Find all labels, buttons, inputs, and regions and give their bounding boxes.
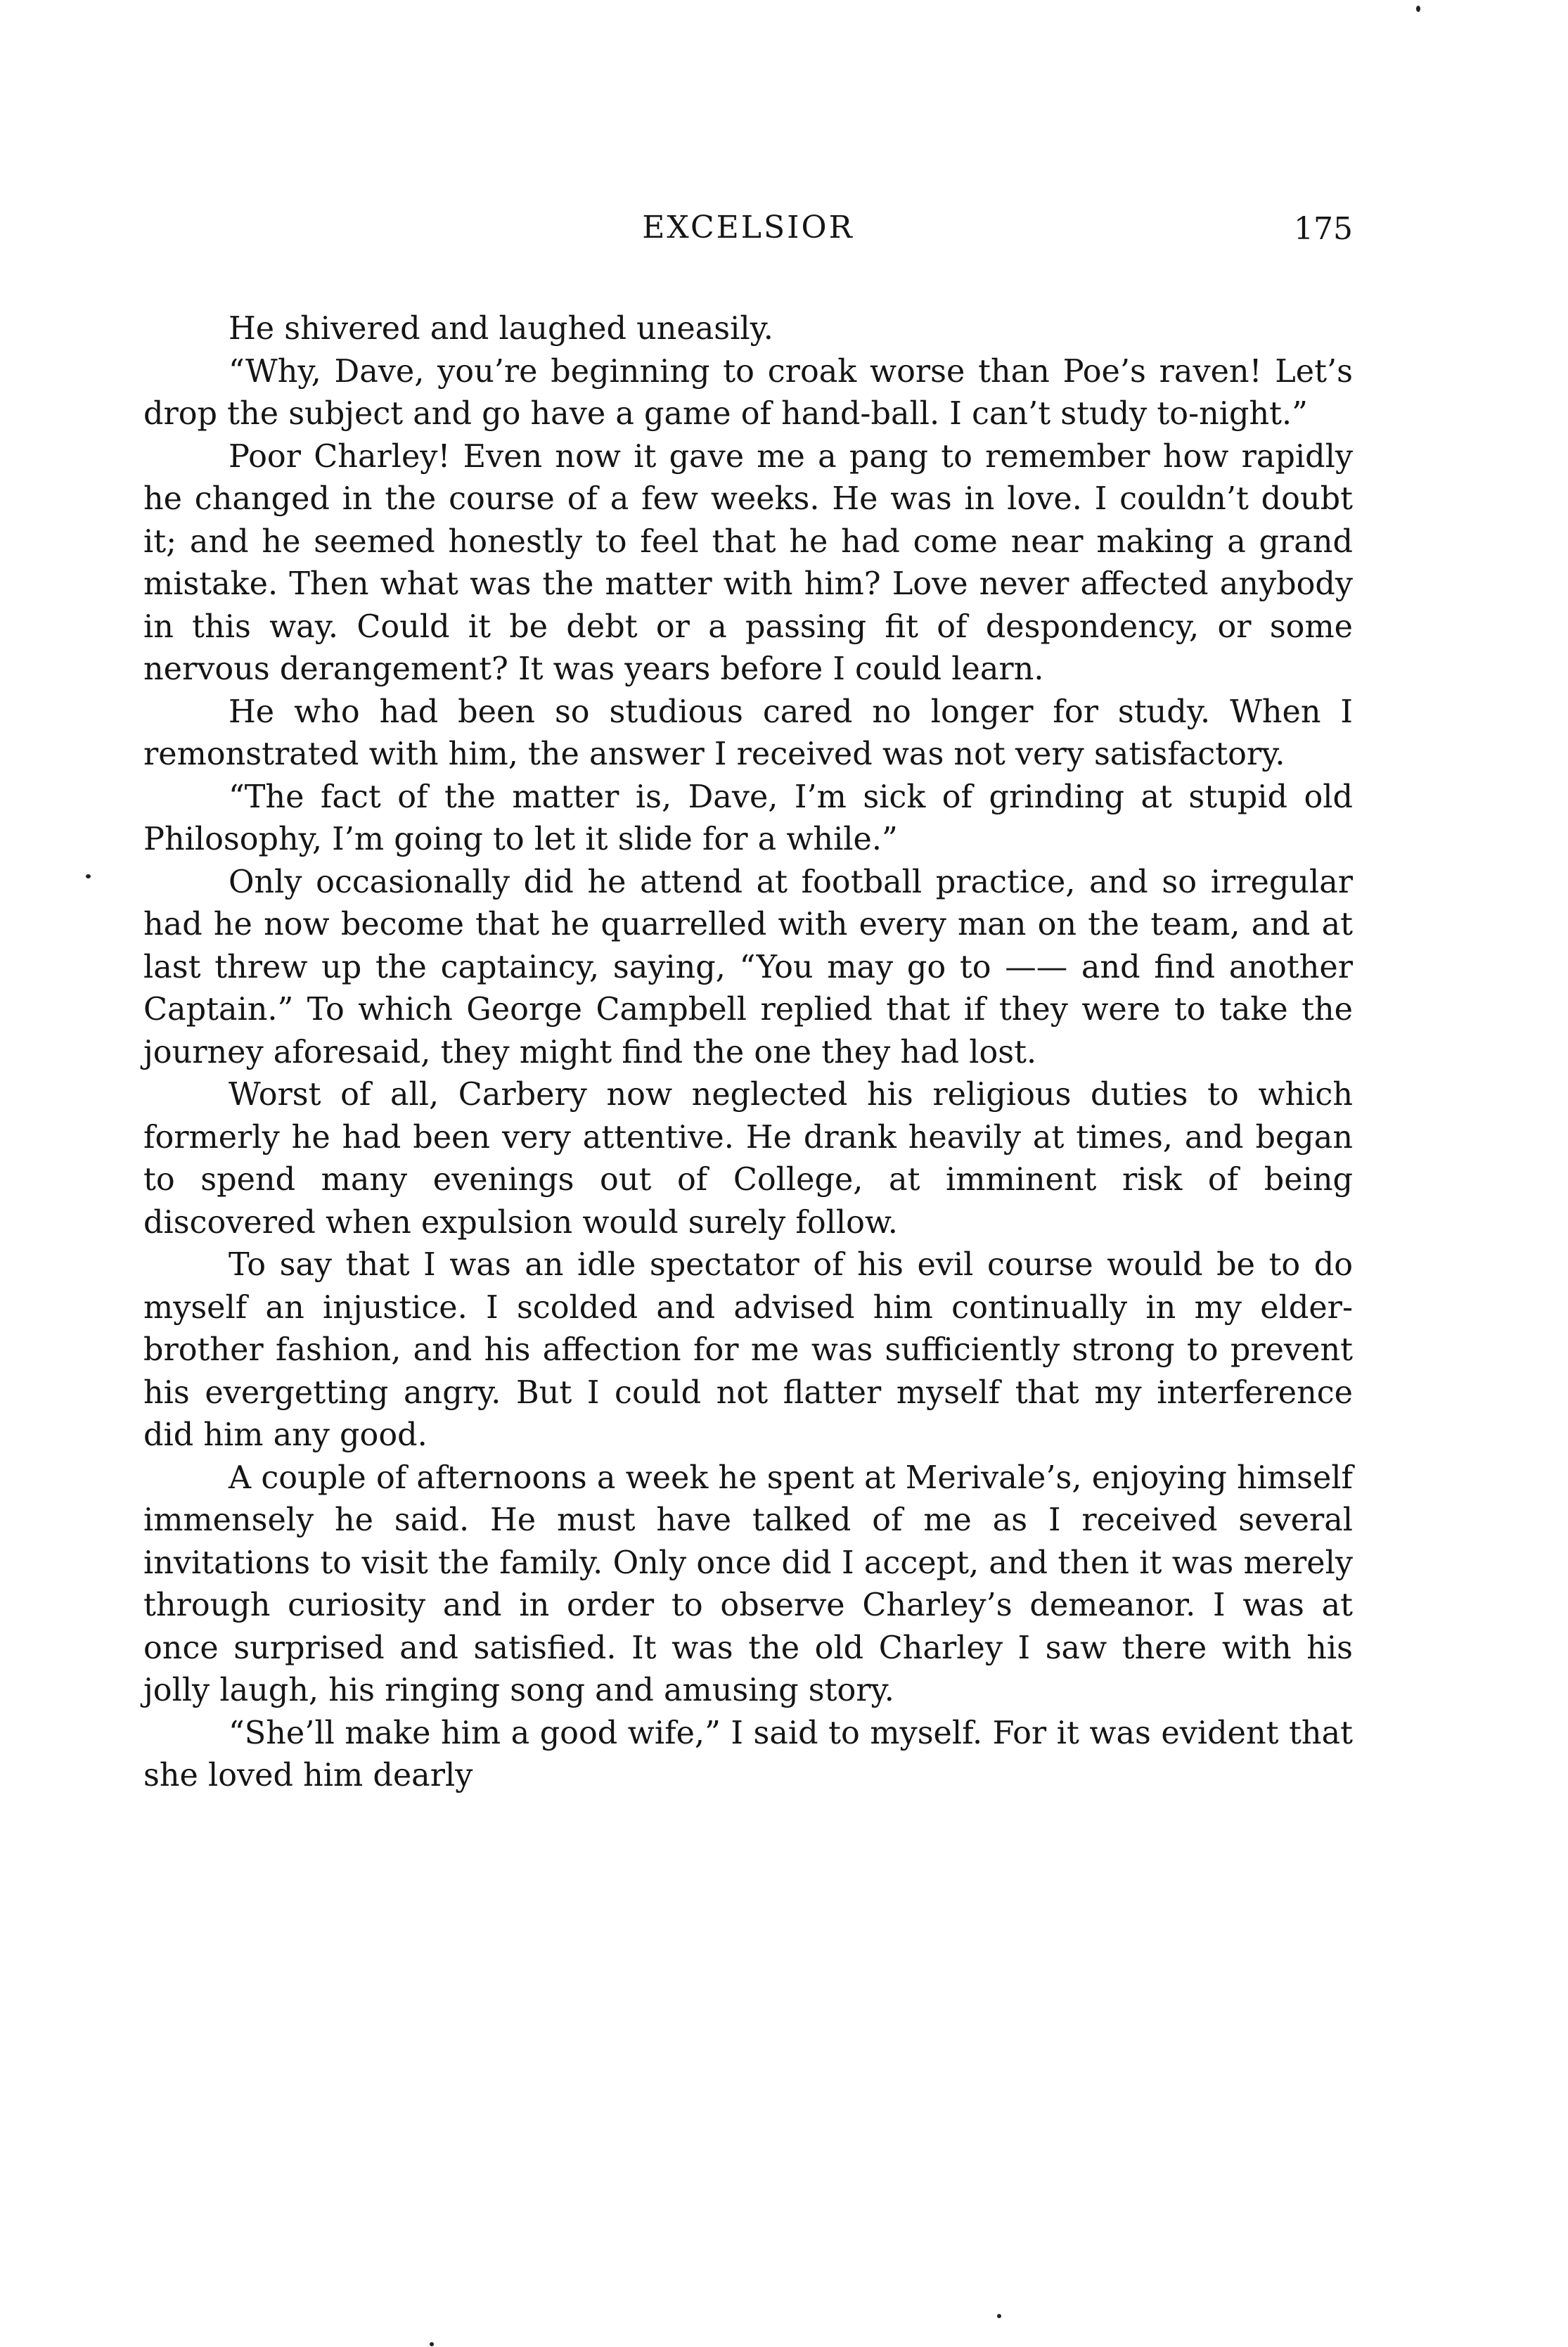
running-head <box>143 210 1353 259</box>
running-title: EXCELSIOR <box>642 210 854 245</box>
paragraph: Only occasionally did he attend at football practice, and so irregular had he now become that he quarrelled with every man on the team, and at last threw up the captaincy, saying, “You may go to —— and find another Captain.” To which George Campbell replied that if they were to take the journey aforesaid, they might find the one they had lost. <box>143 864 1353 1070</box>
ink-speck <box>1416 6 1420 12</box>
page-number: 175 <box>1294 211 1353 247</box>
ink-speck <box>997 2314 1001 2318</box>
paragraph: To say that I was an idle spectator of his evil course would be to do myself an injustice. I scolded and advised him continually in my elder-brother fashion, and his affection for me was sufficiently strong to prevent his evergetting angry. But I could not flatter myself that my interference did him any good. <box>143 1247 1353 1453</box>
paragraph: “She’ll make him a good wife,” I said to myself. For it was evident that she loved him dearly <box>143 1715 1353 1793</box>
paragraph: He shivered and laughed uneasily. <box>229 311 773 347</box>
paragraph: He who had been so studious cared no longer for study. When I remonstrated with him, the answer I received was not very satisfactory. <box>143 693 1353 772</box>
paragraph: Worst of all, Carbery now neglected his religious duties to which formerly he had been very attentive. He drank heavily at times, and began to spend many evenings out of College, at imminent risk of being discovered when expulsion would surely follow. <box>143 1077 1353 1241</box>
paragraph: A couple of afternoons a week he spent at Merivale’s, enjoying himself immensely he said. He must have talked of me as I received several invitations to visit the family. Only once did I accept, and then it was merely through curiosity and in order to observe Charley’s demeanor. I was at once surprised and satisfied. It was the old Charley I saw there with his jolly laugh, his ringing song and amusing story. <box>143 1459 1353 1708</box>
body-text <box>143 308 1353 1798</box>
paragraph: “Why, Dave, you’re beginning to croak worse than Poe’s raven! Let’s drop the subject and go have a game of hand-ball. I can’t study to-night.” <box>143 353 1353 432</box>
ink-speck <box>86 874 91 878</box>
ink-speck <box>430 2342 434 2346</box>
paragraph: Poor Charley! Even now it gave me a pang to remember how rapidly he changed in the course of a few weeks. He was in love. I couldn’t doubt it; and he seemed honestly to feel that he had come near making a grand mistake. Then what was the matter with him? Love never affected anybody in this way. Could it be debt or a passing fit of despondency, or some nervous derangement? It was years before I could learn. <box>143 438 1353 687</box>
paragraph: “The fact of the matter is, Dave, I’m sick of grinding at stupid old Philosophy, I’m going to let it slide for a while.” <box>143 779 1353 857</box>
